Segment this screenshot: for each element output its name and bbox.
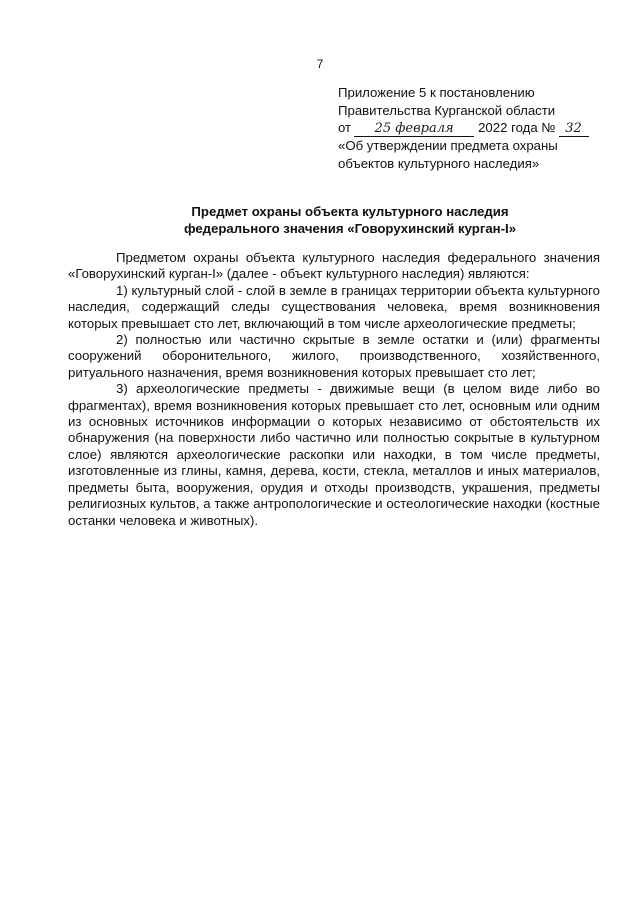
heading-line-1: Предмет охраны объекта культурного наследия — [191, 204, 509, 219]
paragraph-item-1: 1) культурный слой - слой в земле в границах территории объекта культурного наследия, содержащий следы существования человека, время возникновения которых превышает сто лет, включающий в том числе археологические предметы; — [68, 282, 600, 331]
handwritten-date: 25 февраля — [354, 122, 474, 137]
page-number: 7 — [316, 57, 324, 71]
appendix-line-5: объектов культурного наследия» — [338, 155, 540, 171]
document-heading — [120, 203, 580, 237]
paragraph-item-2: 2) полностью или частично скрытые в земле остатки и (или) фрагменты сооружений оборонительного, жилого, производственного, хозяйственного, ритуального назначения, время возникновения которых превышает сто лет; — [68, 332, 600, 380]
heading-line-2: федерального значения «Говорухинский курган-I» — [183, 221, 517, 236]
document-body — [68, 250, 600, 529]
date-prefix: от — [338, 120, 352, 135]
appendix-line-4: «Об утверждении предмета охраны — [338, 138, 558, 153]
appendix-block — [338, 84, 608, 172]
paragraph-intro: Предметом охраны объекта культурного наследия федерального значения «Говорухинский курган-I» (далее - объект культурного наследия) являются: — [68, 250, 600, 282]
appendix-line-1: Приложение 5 к постановлению — [338, 85, 535, 100]
handwritten-number: 32 — [559, 122, 589, 137]
year-text: 2022 года № — [478, 120, 556, 135]
appendix-date-line — [338, 119, 608, 137]
appendix-line-2: Правительства Курганской области — [338, 102, 556, 118]
paragraph-item-3: 3) археологические предметы - движимые вещи (в целом виде либо во фрагментах), время возникновения которых превышает сто лет, основным или одним из основных источников информации о которых независимо от обстоятельств их обнаружения (на поверхности либо частично или полностью сокрытые в культурном слое) являются археологические раскопки или находки, в том числе предметы, изготовленные из глины, камня, дерева, кости, стекла, металлов и иных материалов, предметы быта, вооружения, орудия и отходы производств, украшения, предметы религиозных культов, а также антропологические и остеологические находки (костные останки человека и животных). — [68, 381, 600, 528]
